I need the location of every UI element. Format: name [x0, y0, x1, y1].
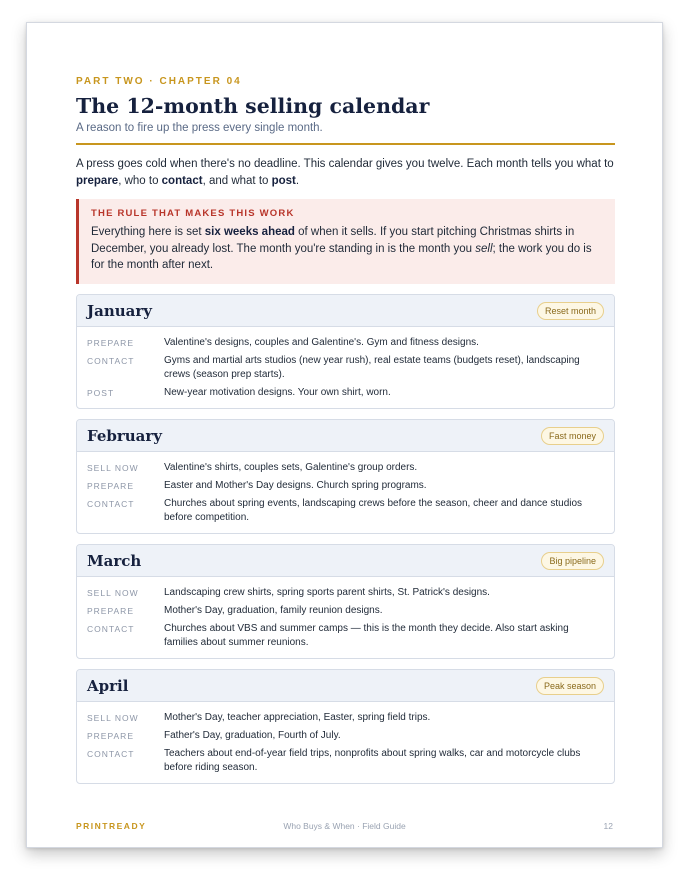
- month-header: [77, 545, 614, 577]
- row-text: Landscaping crew shirts, spring sports parent shirts, St. Patrick's designs.: [164, 586, 490, 598]
- month-name: March: [87, 551, 142, 570]
- row-label: SELL NOW: [87, 587, 139, 598]
- row-label: CONTACT: [87, 498, 135, 509]
- month-name: April: [87, 676, 129, 695]
- month-name: January: [87, 301, 152, 320]
- page-content: [76, 75, 615, 784]
- row-label: PREPARE: [87, 730, 134, 741]
- callout-italic: sell: [475, 242, 493, 255]
- page-number: 12: [603, 821, 613, 831]
- intro-text: , who to: [118, 174, 162, 187]
- month-card-january: [76, 294, 615, 409]
- intro-paragraph: [76, 156, 615, 189]
- month-tag-badge: Reset month: [537, 302, 604, 320]
- page-footer: [76, 821, 613, 833]
- month-row-contact: [87, 621, 604, 650]
- row-label: CONTACT: [87, 748, 135, 759]
- callout-bold: six weeks ahead: [204, 226, 295, 238]
- title-divider: [76, 143, 615, 145]
- month-row-prepare: [87, 478, 604, 493]
- row-text: Valentine's designs, couples and Galentine's. Gym and fitness designs.: [164, 336, 479, 348]
- month-tag-badge: Big pipeline: [541, 552, 604, 570]
- callout-body: [91, 224, 603, 274]
- month-row-prepare: [87, 335, 604, 350]
- row-label: PREPARE: [87, 480, 134, 491]
- callout-text: Everything here is set: [91, 226, 205, 238]
- month-tag-badge: Peak season: [536, 677, 604, 695]
- row-text: Gyms and martial arts studios (new year rush), real estate teams (budgets reset), landscaping crews (season prep starts).: [164, 354, 580, 380]
- row-label: POST: [87, 387, 115, 398]
- callout-text: of when it sells. If you start pitching Christmas shirts in December, you already lost. The month you're standing in is the month you: [91, 226, 575, 255]
- month-card-april: [76, 669, 615, 784]
- intro-bold-post: post: [271, 174, 296, 187]
- row-label: PREPARE: [87, 605, 134, 616]
- row-text: Valentine's shirts, couples sets, Galentine's group orders.: [164, 461, 418, 473]
- row-label: SELL NOW: [87, 712, 139, 723]
- callout-title: THE RULE THAT MAKES THIS WORK: [91, 208, 295, 219]
- intro-bold-contact: contact: [161, 174, 203, 187]
- month-rows: [77, 452, 614, 533]
- month-row-sell-now: [87, 460, 604, 475]
- month-header: [77, 420, 614, 452]
- row-text: Teachers about end-of-year field trips, nonprofits about spring walks, car and motorcycle clubs before riding season.: [164, 747, 581, 773]
- document-page: [26, 22, 663, 848]
- row-text: Mother's Day, graduation, family reunion designs.: [164, 604, 383, 616]
- intro-text: , and what to: [202, 174, 272, 187]
- intro-text: A press goes cold when there's no deadline. This calendar gives you twelve. Each month tells you what to: [76, 158, 614, 170]
- month-card-march: [76, 544, 615, 659]
- month-header: [77, 295, 614, 327]
- row-text: Father's Day, graduation, Fourth of July.: [164, 729, 341, 741]
- month-row-post: [87, 385, 604, 400]
- month-row-contact: [87, 496, 604, 525]
- footer-brand: PRINTREADY: [76, 821, 147, 831]
- row-label: CONTACT: [87, 623, 135, 634]
- month-row-contact: [87, 746, 604, 775]
- month-card-february: [76, 419, 615, 534]
- intro-text: .: [295, 174, 300, 187]
- footer-guide-title: Who Buys & When · Field Guide: [283, 821, 406, 831]
- row-label: CONTACT: [87, 355, 135, 366]
- month-rows: [77, 702, 614, 783]
- month-rows: [77, 327, 614, 408]
- page-title: The 12-month selling calendar: [76, 94, 430, 118]
- row-text: New-year motivation designs. Your own shirt, worn.: [164, 386, 391, 398]
- month-list: [76, 294, 615, 784]
- month-name: February: [87, 426, 163, 445]
- month-tag-badge: Fast money: [541, 427, 604, 445]
- page-subtitle: A reason to fire up the press every single month.: [76, 122, 323, 134]
- callout-text: ; the work you do is for the month after next.: [91, 242, 592, 271]
- month-row-contact: [87, 353, 604, 382]
- chapter-eyebrow: PART TWO · CHAPTER 04: [76, 76, 242, 87]
- row-label: PREPARE: [87, 337, 134, 348]
- month-row-prepare: [87, 603, 604, 618]
- month-row-sell-now: [87, 710, 604, 725]
- month-row-prepare: [87, 728, 604, 743]
- month-header: [77, 670, 614, 702]
- row-text: Churches about VBS and summer camps — this is the month they decide. Also start asking families about summer reunions.: [164, 622, 569, 648]
- row-text: Churches about spring events, landscaping crews before the season, cheer and dance studios before competition.: [164, 497, 583, 523]
- month-rows: [77, 577, 614, 658]
- intro-bold-prepare: prepare: [76, 174, 119, 187]
- month-row-sell-now: [87, 585, 604, 600]
- row-label: SELL NOW: [87, 462, 139, 473]
- row-text: Mother's Day, teacher appreciation, Easter, spring field trips.: [164, 711, 431, 723]
- row-text: Easter and Mother's Day designs. Church spring programs.: [164, 479, 427, 491]
- rule-callout: [76, 199, 615, 284]
